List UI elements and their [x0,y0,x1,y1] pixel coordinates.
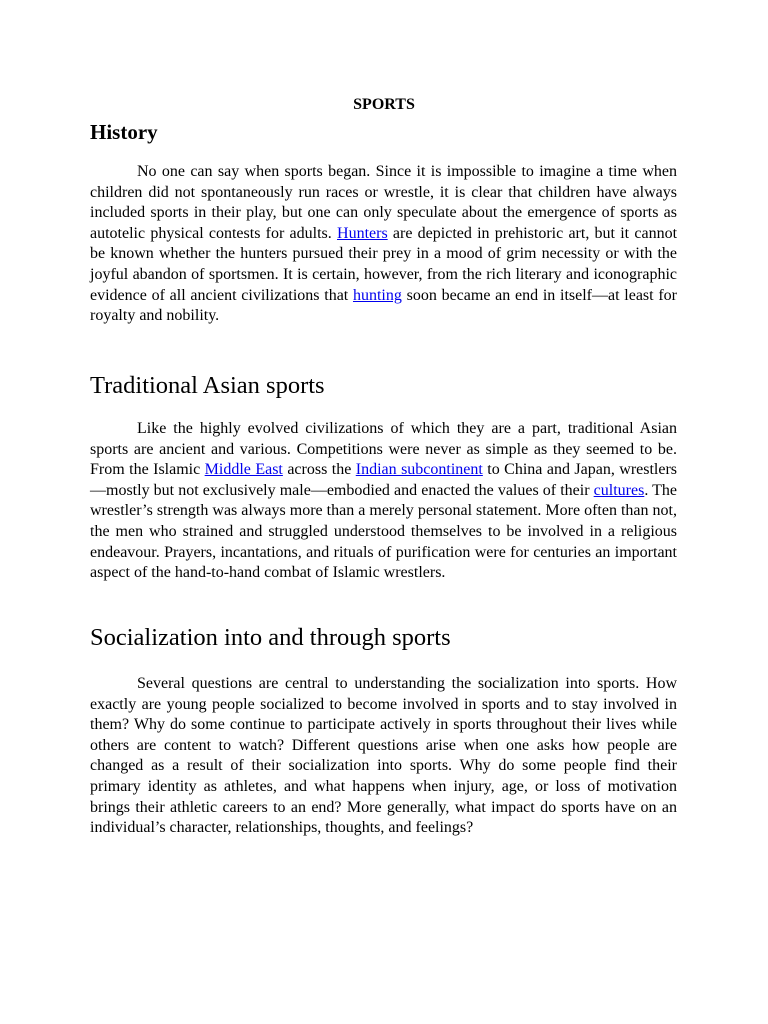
paragraph-text: across the [282,461,356,479]
link-middle-east[interactable]: Middle East [204,461,283,479]
link-cultures[interactable]: cultures [593,481,645,499]
link-indian-subcontinent[interactable]: Indian subcontinent [355,461,483,479]
paragraph-history [90,162,677,327]
paragraph-text: . The wrestler’s strength was always more than a merely personal statement. More often than not, the men who strained and struggled understood themselves to be involved in a religious endeavour. Prayers, incantations, and rituals of purification were for centuries an important aspect of the hand-to-hand combat of Islamic wrestlers. [90,481,677,582]
section-heading-socialization: Socialization into and through sports [90,624,451,651]
link-hunters[interactable]: Hunters [337,224,388,242]
section-heading-traditional-asian-sports: Traditional Asian sports [90,372,325,399]
paragraph-text: No one can say when sports began. Since it is impossible to imagine a time when children did not spontaneously run races or wrestle, it is clear that children have always included sports in their play, but one can only speculate about the emergence of sports as autotelic physical contests for adults. [90,163,677,242]
paragraph-text: Like the highly evolved civilizations of which they are a part, traditional Asian sports are ancient and various. Competitions were never as simple as they seemed to be. From the Islamic [90,420,677,479]
paragraph-text: soon became an end in itself—at least for royalty and nobility. [90,286,678,325]
paragraph-traditional-asian-sports [90,419,677,584]
document-title: SPORTS [353,96,415,113]
paragraph-text: Several questions are central to understanding the socialization into sports. How exactly are young people socialized to become involved in sports and to stay involved in them? Why do some continue to participate actively in sports throughout their lives while others are content to watch? Different questions arise when one asks how people are changed as a result of their socialization into sports. Why do some people find their primary identity as athletes, and what happens when injury, age, or loss of motivation brings their athletic careers to an end? More generally, what impact do sports have on an individual’s character, relationships, thoughts, and feelings? [90,675,677,837]
paragraph-text: to China and Japan, wrestlers—mostly but not exclusively male—embodied and enacted the values of their [90,461,678,499]
link-hunting[interactable]: hunting [352,286,402,304]
paragraph-socialization [90,674,677,839]
section-heading-history: History [90,120,158,144]
paragraph-text: are depicted in prehistoric art, but it cannot be known whether the hunters pursued their prey in a mood of grim necessity or with the joyful abandon of sportsmen. It is certain, however, from the rich literary and iconographic evidence of all ancient civilizations that [90,224,678,304]
